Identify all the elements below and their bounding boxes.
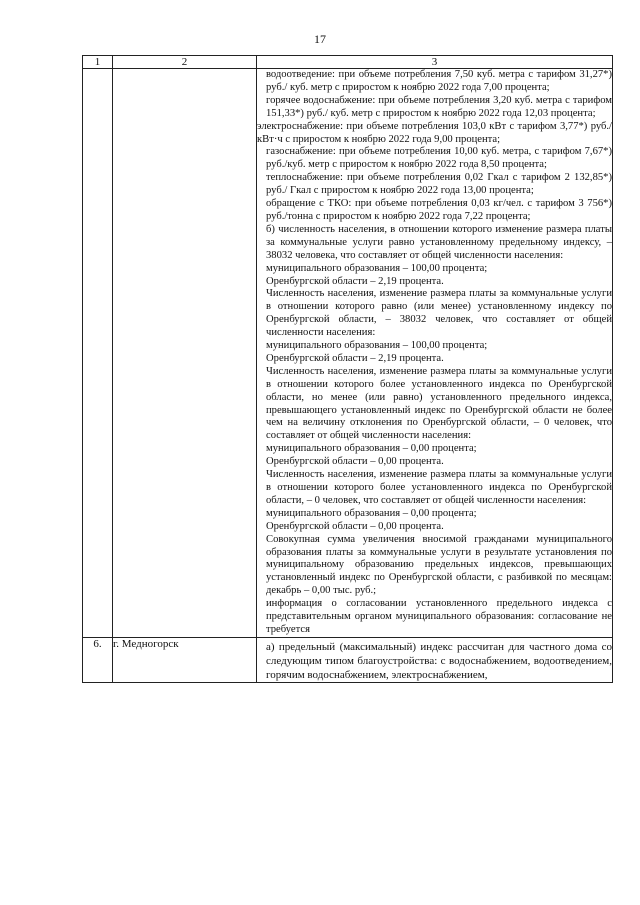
page-number: 17 — [314, 32, 326, 46]
details-paragraph: Численность населения, изменение размера платы за коммунальные услуги в отношении которого равно (или менее) установленному индексу по Оренбургской области, – 38032 человек, что составляет от общей численности населения: — [266, 288, 612, 339]
details-paragraph: теплоснабжение: при объеме потребления 0,02 Гкал с тарифом 2 132,85*) руб./ Гкал с приростом к ноябрю 2022 года 13,00 процента; — [266, 172, 612, 197]
details-paragraph: муниципального образования – 100,00 процента; — [266, 262, 488, 274]
details-paragraph: б) численность населения, в отношении которого изменение размера платы за коммунальные услуги равно установленному предельному индексу, – 38032 человека, что составляет от общей численности населения: — [266, 223, 612, 261]
header-col-3: 3 — [257, 56, 613, 69]
details-paragraph: Численность населения, изменение размера платы за коммунальные услуги в отношении которого более установленного индекса по Оренбургской области, – 0 человек, что составляет от общей численности населения: — [266, 469, 612, 506]
details-paragraph: газоснабжение: при объеме потребления 10,00 куб. метра, с тарифом 7,67*) руб./куб. метр с приростом к ноябрю 2022 года 8,50 процента; — [266, 146, 612, 171]
details-paragraph: Совокупная сумма увеличения вносимой гражданами муниципального образования платы за коммунальные услуги в результате установления по муниципальному образованию предельных индексов, превышающих установленный индекс по Оренбургской области, с разбивкой по месяцам: декабрь – 0,00 тыс. руб.; — [266, 533, 612, 597]
row-number-cell — [83, 69, 113, 638]
table-row-mednogorsk — [83, 637, 613, 682]
municipality-cell — [113, 69, 257, 638]
details-paragraph: муниципального образования – 0,00 процента; — [266, 507, 477, 519]
details-paragraph: электроснабжение: при объеме потребления 103,0 кВт с тарифом 3,77*) руб./кВт·ч с приростом к ноябрю 2022 года 9,00 процента; — [257, 120, 612, 145]
details-paragraph: водоотведение: при объеме потребления 7,50 куб. метра с тарифом 31,27*) руб./ куб. метр с приростом к ноябрю 2022 года 7,00 процента; — [266, 69, 612, 93]
details-paragraph: Оренбургской области – 0,00 процента. — [266, 456, 444, 468]
details-paragraph: Оренбургской области – 2,19 процента. — [266, 352, 444, 364]
row-number: 6. — [83, 637, 113, 682]
details-paragraph: Оренбургской области – 0,00 процента. — [266, 520, 444, 532]
details-cell-6 — [257, 637, 613, 682]
details-paragraph: обращение с ТКО: при объеме потребления 0,03 кг/чел. с тарифом 3 756*) руб./тонна с приростом к ноябрю 2022 года 7,22 процента; — [266, 198, 612, 222]
details-paragraph: горячее водоснабжение: при объеме потребления 3,20 куб. метра с тарифом 151,33*) руб./ куб. метр с приростом к ноябрю 2022 года 12,03 процента; — [266, 94, 612, 119]
details-paragraph: Оренбургской области – 2,19 процента. — [266, 275, 444, 287]
details-paragraph: муниципального образования – 100,00 процента; — [266, 340, 488, 352]
details-paragraph: Численность населения, изменение размера платы за коммунальные услуги в отношении которого более установленного индекса по Оренбургской области, но менее (или равно) установленного предельного индекса, превышающего установленный индекс по Оренбургской области не более чем на величину отклонения по Оренбургской области, – 0 человек, что составляет от общей численности населения: — [266, 365, 612, 442]
header-col-1: 1 — [83, 56, 113, 69]
details-paragraph: а) предельный (максимальный) индекс рассчитан для частного дома со следующим типом благоустройства: с водоснабжением, водоотведением, горячим водоснабжением, электроснабжением, — [266, 640, 612, 681]
municipality-name: г. Медногорск — [113, 637, 257, 682]
table-header-row — [83, 56, 613, 69]
details-paragraph: информация о согласовании установленного предельного индекса с представительным органом муниципального образования: согласование не требуется — [266, 598, 612, 635]
details-paragraph: муниципального образования – 0,00 процента; — [266, 443, 477, 455]
details-paragraphs — [257, 69, 612, 637]
indices-table — [82, 55, 613, 683]
details-cell — [257, 69, 613, 638]
table-row-continued — [83, 69, 613, 638]
header-col-2: 2 — [113, 56, 257, 69]
